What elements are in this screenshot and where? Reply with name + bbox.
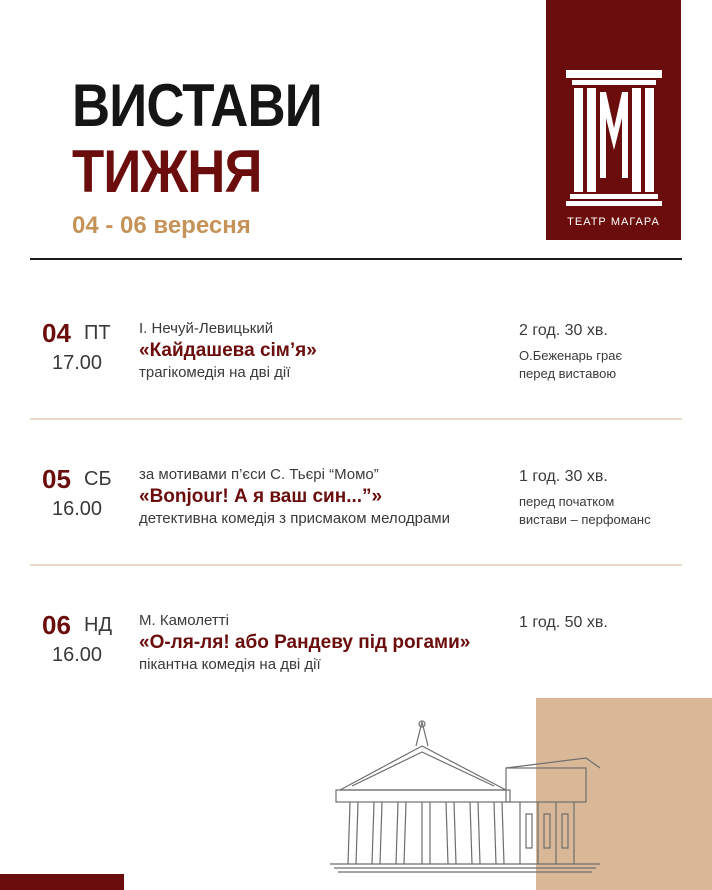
show-row (0, 610, 712, 700)
page-title-line2: ТИЖНЯ (72, 138, 262, 205)
show-note (519, 347, 622, 383)
show-weekday: СБ (84, 468, 112, 490)
show-weekday: ПТ (84, 322, 111, 344)
show-title: «О-ля-ля! або Рандеву під рогами» (139, 632, 471, 653)
theatre-logo (546, 0, 681, 240)
show-title: «Bonjour! А я ваш син...”» (139, 486, 383, 507)
show-row (0, 464, 712, 554)
show-weekday: НД (84, 614, 112, 636)
show-author: І. Нечуй-Левицький (139, 320, 274, 337)
date-range: 04 - 06 вересня (72, 212, 251, 239)
show-day: 04 (42, 318, 71, 348)
show-time: 16.00 (52, 644, 103, 666)
page-title-line1: ВИСТАВИ (72, 72, 322, 139)
row-divider (30, 564, 682, 566)
decorative-strip (0, 874, 124, 890)
show-row (0, 318, 712, 408)
show-note (519, 493, 651, 529)
show-author: за мотивами п’єси С. Тьєрі “Момо” (139, 466, 379, 483)
show-duration: 2 год. 30 хв. (519, 322, 608, 339)
show-duration: 1 год. 30 хв. (519, 468, 608, 485)
theatre-building-illustration (330, 718, 610, 878)
show-title: «Кайдашева сім’я» (139, 340, 317, 361)
show-time: 17.00 (52, 352, 103, 374)
show-note-line1: перед початком (519, 494, 615, 509)
row-divider (30, 418, 682, 420)
columns-logo-icon (564, 68, 664, 208)
logo-label: ТЕАТР МАГАРА (567, 216, 660, 228)
show-duration: 1 год. 50 хв. (519, 614, 608, 631)
header-divider (30, 258, 682, 260)
show-note-line2: вистави – перфоманс (519, 512, 651, 527)
show-note-line1: О.Беженарь грає (519, 348, 623, 363)
show-day: 06 (42, 610, 71, 640)
show-note-line2: перед виставою (519, 366, 617, 381)
show-day: 05 (42, 464, 71, 494)
show-genre: детективна комедія з присмаком мелодрами (139, 510, 450, 527)
show-genre: трагікомедія на дві дії (139, 364, 291, 381)
show-time: 16.00 (52, 498, 103, 520)
show-genre: пікантна комедія на дві дії (139, 656, 321, 673)
show-author: М. Камолетті (139, 612, 229, 629)
